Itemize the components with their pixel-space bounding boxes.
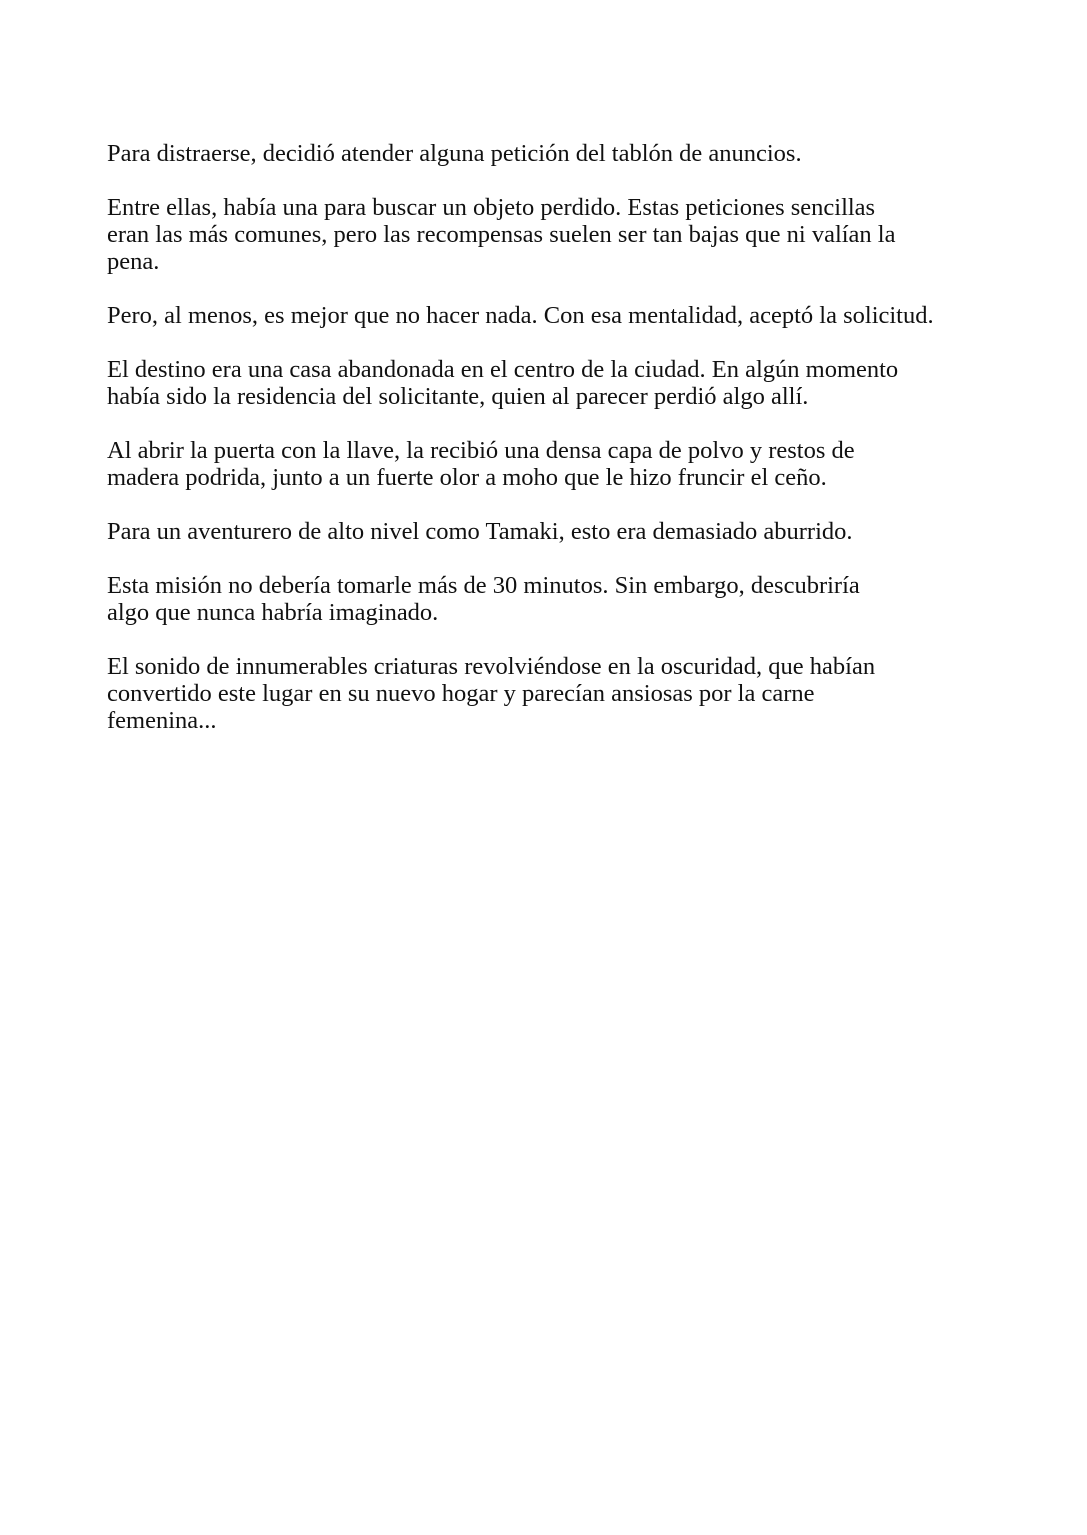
document-body [107,140,987,761]
paragraph-5: Al abrir la puerta con la llave, la recibió una densa capa de polvo y restos de madera podrida, junto a un fuerte olor a moho que le hizo fruncir el ceño. [107,437,855,491]
paragraph-6: Para un aventurero de alto nivel como Tamaki, esto era demasiado aburrido. [107,518,853,545]
paragraph-7: Esta misión no debería tomarle más de 30 minutos. Sin embargo, descubriría algo que nunca habría imaginado. [107,572,860,626]
paragraph-4: El destino era una casa abandonada en el centro de la ciudad. En algún momento había sido la residencia del solicitante, quien al parecer perdió algo allí. [107,356,899,410]
paragraph-8: El sonido de innumerables criaturas revolviéndose en la oscuridad, que habían convertido este lugar en su nuevo hogar y parecían ansiosas por la carne femenina... [107,653,876,734]
paragraph-1: Para distraerse, decidió atender alguna petición del tablón de anuncios. [107,140,802,167]
paragraph-3: Pero, al menos, es mejor que no hacer nada. Con esa mentalidad, aceptó la solicitud. [107,302,934,329]
paragraph-2: Entre ellas, había una para buscar un objeto perdido. Estas peticiones sencillas eran las más comunes, pero las recompensas suelen ser tan bajas que ni valían la pena. [107,194,896,275]
